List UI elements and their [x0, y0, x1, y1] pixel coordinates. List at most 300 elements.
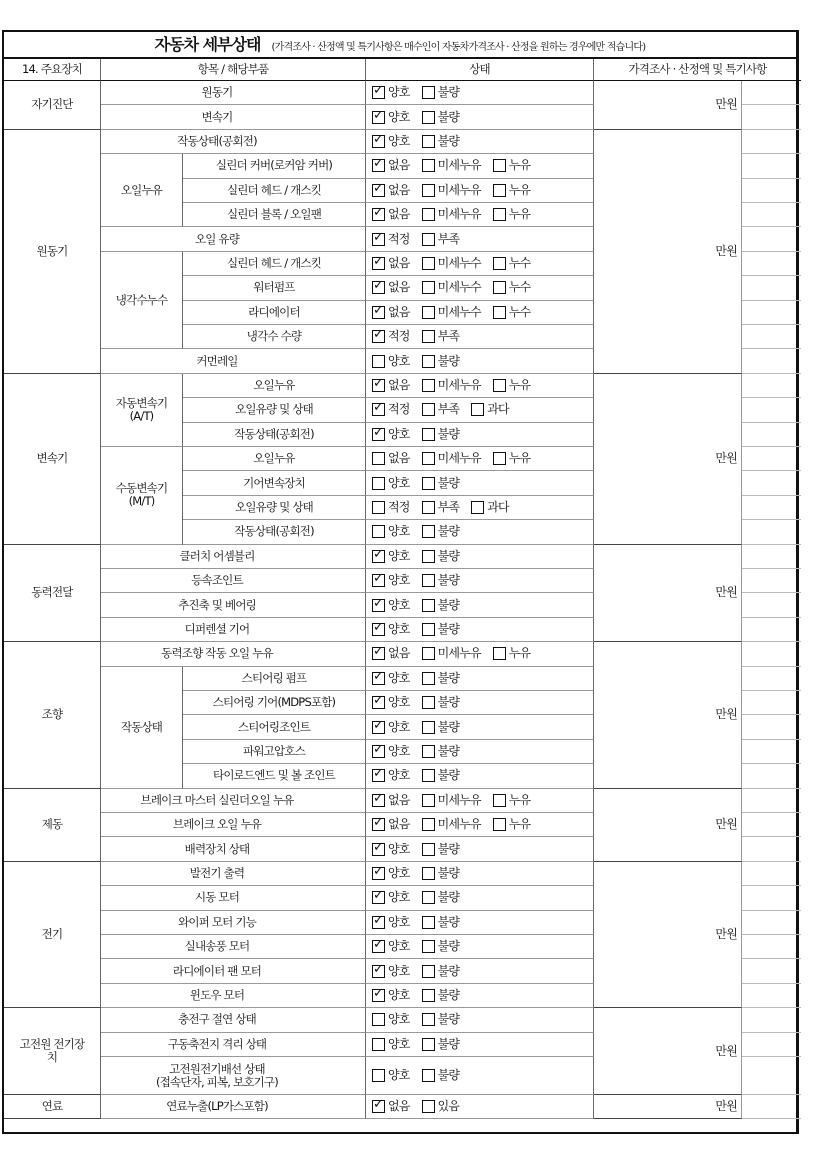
- status-option-label: 양호: [388, 939, 410, 954]
- item-cell: [101, 81, 366, 105]
- checkbox-icon[interactable]: [422, 208, 435, 221]
- status-option-label: 누유: [508, 817, 531, 832]
- memo-cell: [742, 520, 801, 544]
- status-option[interactable]: [422, 1038, 460, 1051]
- checkbox-icon[interactable]: [422, 940, 435, 953]
- item-cell: [101, 886, 366, 910]
- status-option[interactable]: [372, 867, 410, 880]
- checkbox-icon[interactable]: [422, 501, 435, 514]
- status-option[interactable]: [493, 379, 531, 392]
- status-cell: [366, 545, 594, 569]
- status-option[interactable]: [422, 550, 460, 563]
- checkbox-icon[interactable]: [422, 159, 435, 172]
- status-option[interactable]: [372, 965, 410, 978]
- status-option-label: 누수: [508, 304, 531, 319]
- memo-cell: [742, 984, 801, 1008]
- checkbox-icon[interactable]: [422, 599, 435, 612]
- checked-box-icon[interactable]: [372, 696, 385, 709]
- status-option[interactable]: [493, 794, 531, 807]
- status-option[interactable]: [471, 403, 509, 416]
- status-option[interactable]: [493, 257, 531, 270]
- checked-box-icon[interactable]: [372, 208, 385, 221]
- checked-box-icon[interactable]: [372, 111, 385, 124]
- status-option-label: 누수: [508, 255, 531, 270]
- checkbox-icon[interactable]: [422, 916, 435, 929]
- status-option[interactable]: [372, 647, 410, 660]
- checked-box-icon[interactable]: [372, 867, 385, 880]
- status-option[interactable]: [493, 306, 531, 319]
- status-option[interactable]: [422, 1013, 460, 1026]
- status-option-label: 누유: [508, 158, 531, 173]
- checkbox-icon[interactable]: [372, 1013, 385, 1026]
- checked-box-icon[interactable]: [372, 623, 385, 636]
- price-unit-label: 만원: [715, 707, 737, 722]
- status-cell: [366, 374, 594, 398]
- subgroup-cell: [101, 667, 183, 789]
- category-label: 제동: [41, 817, 63, 832]
- status-option[interactable]: [372, 1069, 410, 1082]
- status-option-label: 불량: [437, 914, 460, 929]
- checkbox-icon[interactable]: [422, 965, 435, 978]
- status-option-label: 미세누유: [437, 182, 481, 197]
- checkbox-icon[interactable]: [471, 501, 484, 514]
- status-cell: [366, 276, 594, 300]
- item-label: 충전구 절연 상태: [178, 1012, 256, 1027]
- status-option[interactable]: [422, 525, 460, 538]
- status-option-label: 양호: [388, 963, 410, 978]
- status-option[interactable]: [372, 721, 410, 734]
- status-cell: [366, 569, 594, 593]
- status-cell: [366, 1008, 594, 1032]
- checked-box-icon[interactable]: [372, 672, 385, 685]
- checkbox-icon[interactable]: [422, 672, 435, 685]
- status-option[interactable]: [372, 818, 410, 831]
- checkbox-icon[interactable]: [372, 525, 385, 538]
- checkbox-icon[interactable]: [422, 721, 435, 734]
- status-option[interactable]: [372, 159, 410, 172]
- status-cell: [366, 105, 594, 129]
- checked-box-icon[interactable]: [372, 281, 385, 294]
- status-cell: [366, 813, 594, 837]
- status-option[interactable]: [372, 1100, 410, 1113]
- checkbox-icon[interactable]: [493, 184, 506, 197]
- checkbox-icon[interactable]: [422, 306, 435, 319]
- checkbox-icon[interactable]: [422, 1038, 435, 1051]
- status-cell: [366, 1033, 594, 1057]
- status-cell: [366, 227, 594, 251]
- checkbox-icon[interactable]: [422, 769, 435, 782]
- status-option[interactable]: [422, 574, 460, 587]
- checkbox-icon[interactable]: [493, 208, 506, 221]
- subgroup-label: 작동상태: [120, 719, 163, 734]
- status-option[interactable]: [372, 257, 410, 270]
- checkbox-icon[interactable]: [422, 818, 435, 831]
- checkbox-icon[interactable]: [422, 257, 435, 270]
- checked-box-icon[interactable]: [372, 1100, 385, 1113]
- status-option[interactable]: [372, 379, 410, 392]
- checked-box-icon[interactable]: [372, 184, 385, 197]
- status-option[interactable]: [372, 111, 410, 124]
- status-option[interactable]: [493, 208, 531, 221]
- status-option[interactable]: [493, 159, 531, 172]
- checkbox-icon[interactable]: [422, 623, 435, 636]
- memo-cell: [742, 886, 801, 910]
- status-cell: [366, 740, 594, 764]
- status-option[interactable]: [422, 599, 460, 612]
- status-option[interactable]: [422, 477, 460, 490]
- checkbox-icon[interactable]: [493, 794, 506, 807]
- checkbox-icon[interactable]: [493, 281, 506, 294]
- item-cell: [101, 618, 366, 642]
- item-cell: [101, 130, 366, 154]
- memo-cell: [742, 691, 801, 715]
- item-cell: [101, 1008, 366, 1032]
- item-cell: [183, 154, 366, 178]
- item-label: 커먼레일: [196, 353, 238, 368]
- status-option-label: 양호: [388, 85, 410, 100]
- status-option[interactable]: [422, 623, 460, 636]
- header-price: [594, 59, 801, 81]
- checked-box-icon[interactable]: [372, 745, 385, 758]
- status-option[interactable]: [372, 940, 410, 953]
- status-option[interactable]: [372, 891, 410, 904]
- checkbox-icon[interactable]: [493, 159, 506, 172]
- status-option[interactable]: [372, 574, 410, 587]
- status-option-label: 양호: [388, 1012, 410, 1027]
- status-option-label: 불량: [437, 426, 460, 441]
- status-option-label: 미세누유: [437, 792, 481, 807]
- checkbox-icon[interactable]: [422, 135, 435, 148]
- checked-box-icon[interactable]: [372, 843, 385, 856]
- checked-box-icon[interactable]: [372, 379, 385, 392]
- status-option[interactable]: [372, 989, 410, 1002]
- checkbox-icon[interactable]: [422, 1013, 435, 1026]
- status-option[interactable]: [422, 111, 460, 124]
- status-option-label: 불량: [437, 548, 460, 563]
- status-option[interactable]: [372, 452, 410, 465]
- status-option[interactable]: [422, 769, 460, 782]
- status-option[interactable]: [372, 355, 410, 368]
- status-option[interactable]: [372, 769, 410, 782]
- status-option-label: 양호: [388, 524, 410, 539]
- status-option[interactable]: [493, 452, 531, 465]
- item-cell: [101, 569, 366, 593]
- status-option[interactable]: [422, 940, 460, 953]
- status-option[interactable]: [422, 379, 481, 392]
- memo-cell: [742, 642, 801, 666]
- memo-cell: [742, 813, 801, 837]
- checkbox-icon[interactable]: [422, 550, 435, 563]
- status-option[interactable]: [372, 916, 410, 929]
- status-option[interactable]: [372, 843, 410, 856]
- status-option[interactable]: [372, 330, 410, 343]
- status-option-label: 양호: [388, 890, 410, 905]
- status-option[interactable]: [372, 306, 410, 319]
- item-label: 냉각수 수량: [246, 329, 302, 344]
- status-option[interactable]: [372, 135, 410, 148]
- status-option[interactable]: [372, 696, 410, 709]
- checkbox-icon[interactable]: [372, 1069, 385, 1082]
- item-cell: [101, 959, 366, 983]
- status-option[interactable]: [372, 86, 410, 99]
- checked-box-icon[interactable]: [372, 721, 385, 734]
- price-cell: [594, 862, 742, 1008]
- status-option[interactable]: [422, 330, 460, 343]
- checked-box-icon[interactable]: [372, 257, 385, 270]
- status-option[interactable]: [372, 1013, 410, 1026]
- checkbox-icon[interactable]: [422, 647, 435, 660]
- status-option[interactable]: [422, 989, 460, 1002]
- status-option-label: 불량: [437, 1012, 460, 1027]
- status-cell: [366, 691, 594, 715]
- checked-box-icon[interactable]: [372, 965, 385, 978]
- checked-box-icon[interactable]: [372, 599, 385, 612]
- status-option[interactable]: [422, 891, 460, 904]
- status-option[interactable]: [422, 257, 481, 270]
- status-option[interactable]: [422, 867, 460, 880]
- checkbox-icon[interactable]: [422, 574, 435, 587]
- checkbox-icon[interactable]: [422, 745, 435, 758]
- checked-box-icon[interactable]: [372, 233, 385, 246]
- checkbox-icon[interactable]: [422, 330, 435, 343]
- checked-box-icon[interactable]: [372, 428, 385, 441]
- status-cell: [366, 862, 594, 886]
- status-option[interactable]: [422, 355, 460, 368]
- status-cell: [366, 1095, 594, 1119]
- memo-cell: [742, 227, 801, 251]
- memo-cell: [742, 911, 801, 935]
- checkbox-icon[interactable]: [422, 233, 435, 246]
- item-label: 클러치 어셈블리: [179, 548, 255, 563]
- item-label: 오일유량 및 상태: [235, 499, 313, 514]
- status-option[interactable]: [422, 208, 481, 221]
- checkbox-icon[interactable]: [422, 867, 435, 880]
- item-label: 고전원전기배선 상태: [169, 1061, 265, 1076]
- status-option-label: 불량: [437, 768, 460, 783]
- status-option[interactable]: [372, 599, 410, 612]
- status-option[interactable]: [422, 184, 481, 197]
- checked-box-icon[interactable]: [372, 330, 385, 343]
- status-option-label: 불량: [437, 743, 460, 758]
- status-option[interactable]: [372, 1038, 410, 1051]
- checkbox-icon[interactable]: [372, 1038, 385, 1051]
- status-option[interactable]: [493, 818, 531, 831]
- item-cell: [101, 1057, 366, 1095]
- checkbox-icon[interactable]: [422, 281, 435, 294]
- status-option[interactable]: [422, 306, 481, 319]
- status-option[interactable]: [372, 745, 410, 758]
- checkbox-icon[interactable]: [422, 477, 435, 490]
- price-unit-label: 만원: [715, 1099, 737, 1114]
- status-option[interactable]: [493, 184, 531, 197]
- checkbox-icon[interactable]: [422, 452, 435, 465]
- checked-box-icon[interactable]: [372, 940, 385, 953]
- status-option[interactable]: [422, 428, 460, 441]
- status-option[interactable]: [372, 403, 410, 416]
- status-option[interactable]: [372, 208, 410, 221]
- checkbox-icon[interactable]: [422, 525, 435, 538]
- category-label: 연료: [41, 1099, 63, 1114]
- checkbox-icon[interactable]: [372, 477, 385, 490]
- memo-cell: [742, 130, 801, 154]
- status-option-label: 불량: [437, 939, 460, 954]
- checkbox-icon[interactable]: [422, 1069, 435, 1082]
- status-option-label: 양호: [388, 695, 410, 710]
- status-option[interactable]: [493, 647, 531, 660]
- checkbox-icon[interactable]: [493, 306, 506, 319]
- status-option[interactable]: [372, 794, 410, 807]
- checkbox-icon[interactable]: [422, 184, 435, 197]
- memo-cell: [742, 423, 801, 447]
- status-option-label: 없음: [388, 304, 410, 319]
- status-option[interactable]: [422, 452, 481, 465]
- memo-cell: [742, 789, 801, 813]
- item-sublabel: (접속단자, 피복, 보호기구): [156, 1074, 278, 1089]
- checkbox-icon[interactable]: [422, 989, 435, 1002]
- status-option[interactable]: [372, 525, 410, 538]
- status-option[interactable]: [422, 721, 460, 734]
- status-option[interactable]: [422, 745, 460, 758]
- status-option[interactable]: [422, 647, 481, 660]
- status-option[interactable]: [422, 965, 460, 978]
- price-unit-label: 만원: [715, 97, 737, 112]
- subgroup-cell: [101, 374, 183, 447]
- status-option[interactable]: [422, 1069, 460, 1082]
- checked-box-icon[interactable]: [372, 818, 385, 831]
- item-cell: [183, 423, 366, 447]
- header-item-label: 항목 / 해당부품: [197, 62, 269, 76]
- checkbox-icon[interactable]: [493, 257, 506, 270]
- checkbox-icon[interactable]: [493, 647, 506, 660]
- status-option[interactable]: [422, 86, 460, 99]
- status-option-label: 과다: [487, 402, 509, 417]
- checkbox-icon[interactable]: [372, 452, 385, 465]
- checked-box-icon[interactable]: [372, 647, 385, 660]
- status-option[interactable]: [422, 696, 460, 709]
- status-option[interactable]: [372, 281, 410, 294]
- status-cell: [366, 496, 594, 520]
- checked-box-icon[interactable]: [372, 794, 385, 807]
- status-option-label: 적정: [388, 231, 410, 246]
- item-label: 원동기: [201, 85, 233, 100]
- status-option[interactable]: [422, 403, 460, 416]
- status-option-label: 불량: [437, 475, 460, 490]
- checkbox-icon[interactable]: [493, 379, 506, 392]
- status-option[interactable]: [422, 233, 460, 246]
- status-option[interactable]: [422, 159, 481, 172]
- status-option[interactable]: [422, 843, 460, 856]
- item-cell: [101, 593, 366, 617]
- status-cell: [366, 764, 594, 788]
- checkbox-icon[interactable]: [493, 452, 506, 465]
- status-option[interactable]: [422, 135, 460, 148]
- memo-cell: [742, 545, 801, 569]
- status-option[interactable]: [372, 550, 410, 563]
- item-label: 실내송풍 모터: [184, 939, 250, 954]
- checked-box-icon[interactable]: [372, 916, 385, 929]
- sheet-title: 자동차 세부상태: [154, 35, 261, 54]
- checkbox-icon[interactable]: [422, 379, 435, 392]
- memo-cell: [742, 715, 801, 739]
- status-option-label: 없음: [388, 1099, 410, 1114]
- status-option[interactable]: [372, 623, 410, 636]
- checked-box-icon[interactable]: [372, 403, 385, 416]
- checked-box-icon[interactable]: [372, 306, 385, 319]
- status-option[interactable]: [422, 794, 481, 807]
- status-option[interactable]: [422, 1100, 460, 1113]
- item-cell: [101, 862, 366, 886]
- checked-box-icon[interactable]: [372, 989, 385, 1002]
- checkbox-icon[interactable]: [422, 1100, 435, 1113]
- checked-box-icon[interactable]: [372, 769, 385, 782]
- status-option-label: 부족: [437, 329, 460, 344]
- checkbox-icon[interactable]: [422, 355, 435, 368]
- checked-box-icon[interactable]: [372, 159, 385, 172]
- checkbox-icon[interactable]: [422, 428, 435, 441]
- checked-box-icon[interactable]: [372, 550, 385, 563]
- status-option[interactable]: [372, 672, 410, 685]
- status-option-label: 양호: [388, 768, 410, 783]
- status-option[interactable]: [422, 501, 460, 514]
- status-option[interactable]: [422, 818, 481, 831]
- status-option[interactable]: [422, 672, 460, 685]
- header-category: [4, 59, 101, 81]
- status-option-label: 불량: [437, 670, 460, 685]
- status-option[interactable]: [372, 184, 410, 197]
- item-label: 구동축전지 격리 상태: [167, 1036, 267, 1051]
- checkbox-icon[interactable]: [422, 696, 435, 709]
- checkbox-icon[interactable]: [372, 355, 385, 368]
- checkbox-icon[interactable]: [422, 891, 435, 904]
- price-cell: [594, 81, 742, 130]
- checked-box-icon[interactable]: [372, 86, 385, 99]
- category-label: 동력전달: [31, 585, 73, 600]
- checkbox-icon[interactable]: [422, 403, 435, 416]
- sheet-title-note: (가격조사 · 산정액 및 특기사항은 매수인이 자동차가격조사 · 산정을 원하는 경우에만 적습니다): [271, 42, 646, 53]
- status-option-label: 불량: [437, 573, 460, 588]
- item-label: 배력장치 상태: [184, 841, 250, 856]
- checkbox-icon[interactable]: [422, 794, 435, 807]
- checkbox-icon[interactable]: [422, 111, 435, 124]
- status-option[interactable]: [372, 233, 410, 246]
- status-cell: [366, 349, 594, 373]
- status-option[interactable]: [471, 501, 509, 514]
- checked-box-icon[interactable]: [372, 891, 385, 904]
- status-option[interactable]: [372, 428, 410, 441]
- checkbox-icon[interactable]: [471, 403, 484, 416]
- status-cell: [366, 447, 594, 471]
- checkbox-icon[interactable]: [422, 86, 435, 99]
- status-option[interactable]: [493, 281, 531, 294]
- subgroup-cell: [101, 447, 183, 545]
- status-option[interactable]: [372, 501, 410, 514]
- status-option[interactable]: [372, 477, 410, 490]
- category-label: 자기진단: [31, 97, 73, 112]
- item-label: 오일유량 및 상태: [235, 402, 313, 417]
- checked-box-icon[interactable]: [372, 574, 385, 587]
- checkbox-icon[interactable]: [493, 818, 506, 831]
- item-cell: [101, 984, 366, 1008]
- status-option[interactable]: [422, 916, 460, 929]
- checked-box-icon[interactable]: [372, 135, 385, 148]
- status-option-label: 적정: [388, 499, 410, 514]
- category-label: 조향: [41, 707, 63, 722]
- status-option-label: 양호: [388, 621, 410, 636]
- status-option[interactable]: [422, 281, 481, 294]
- checkbox-icon[interactable]: [372, 501, 385, 514]
- checkbox-icon[interactable]: [422, 843, 435, 856]
- item-cell: [183, 203, 366, 227]
